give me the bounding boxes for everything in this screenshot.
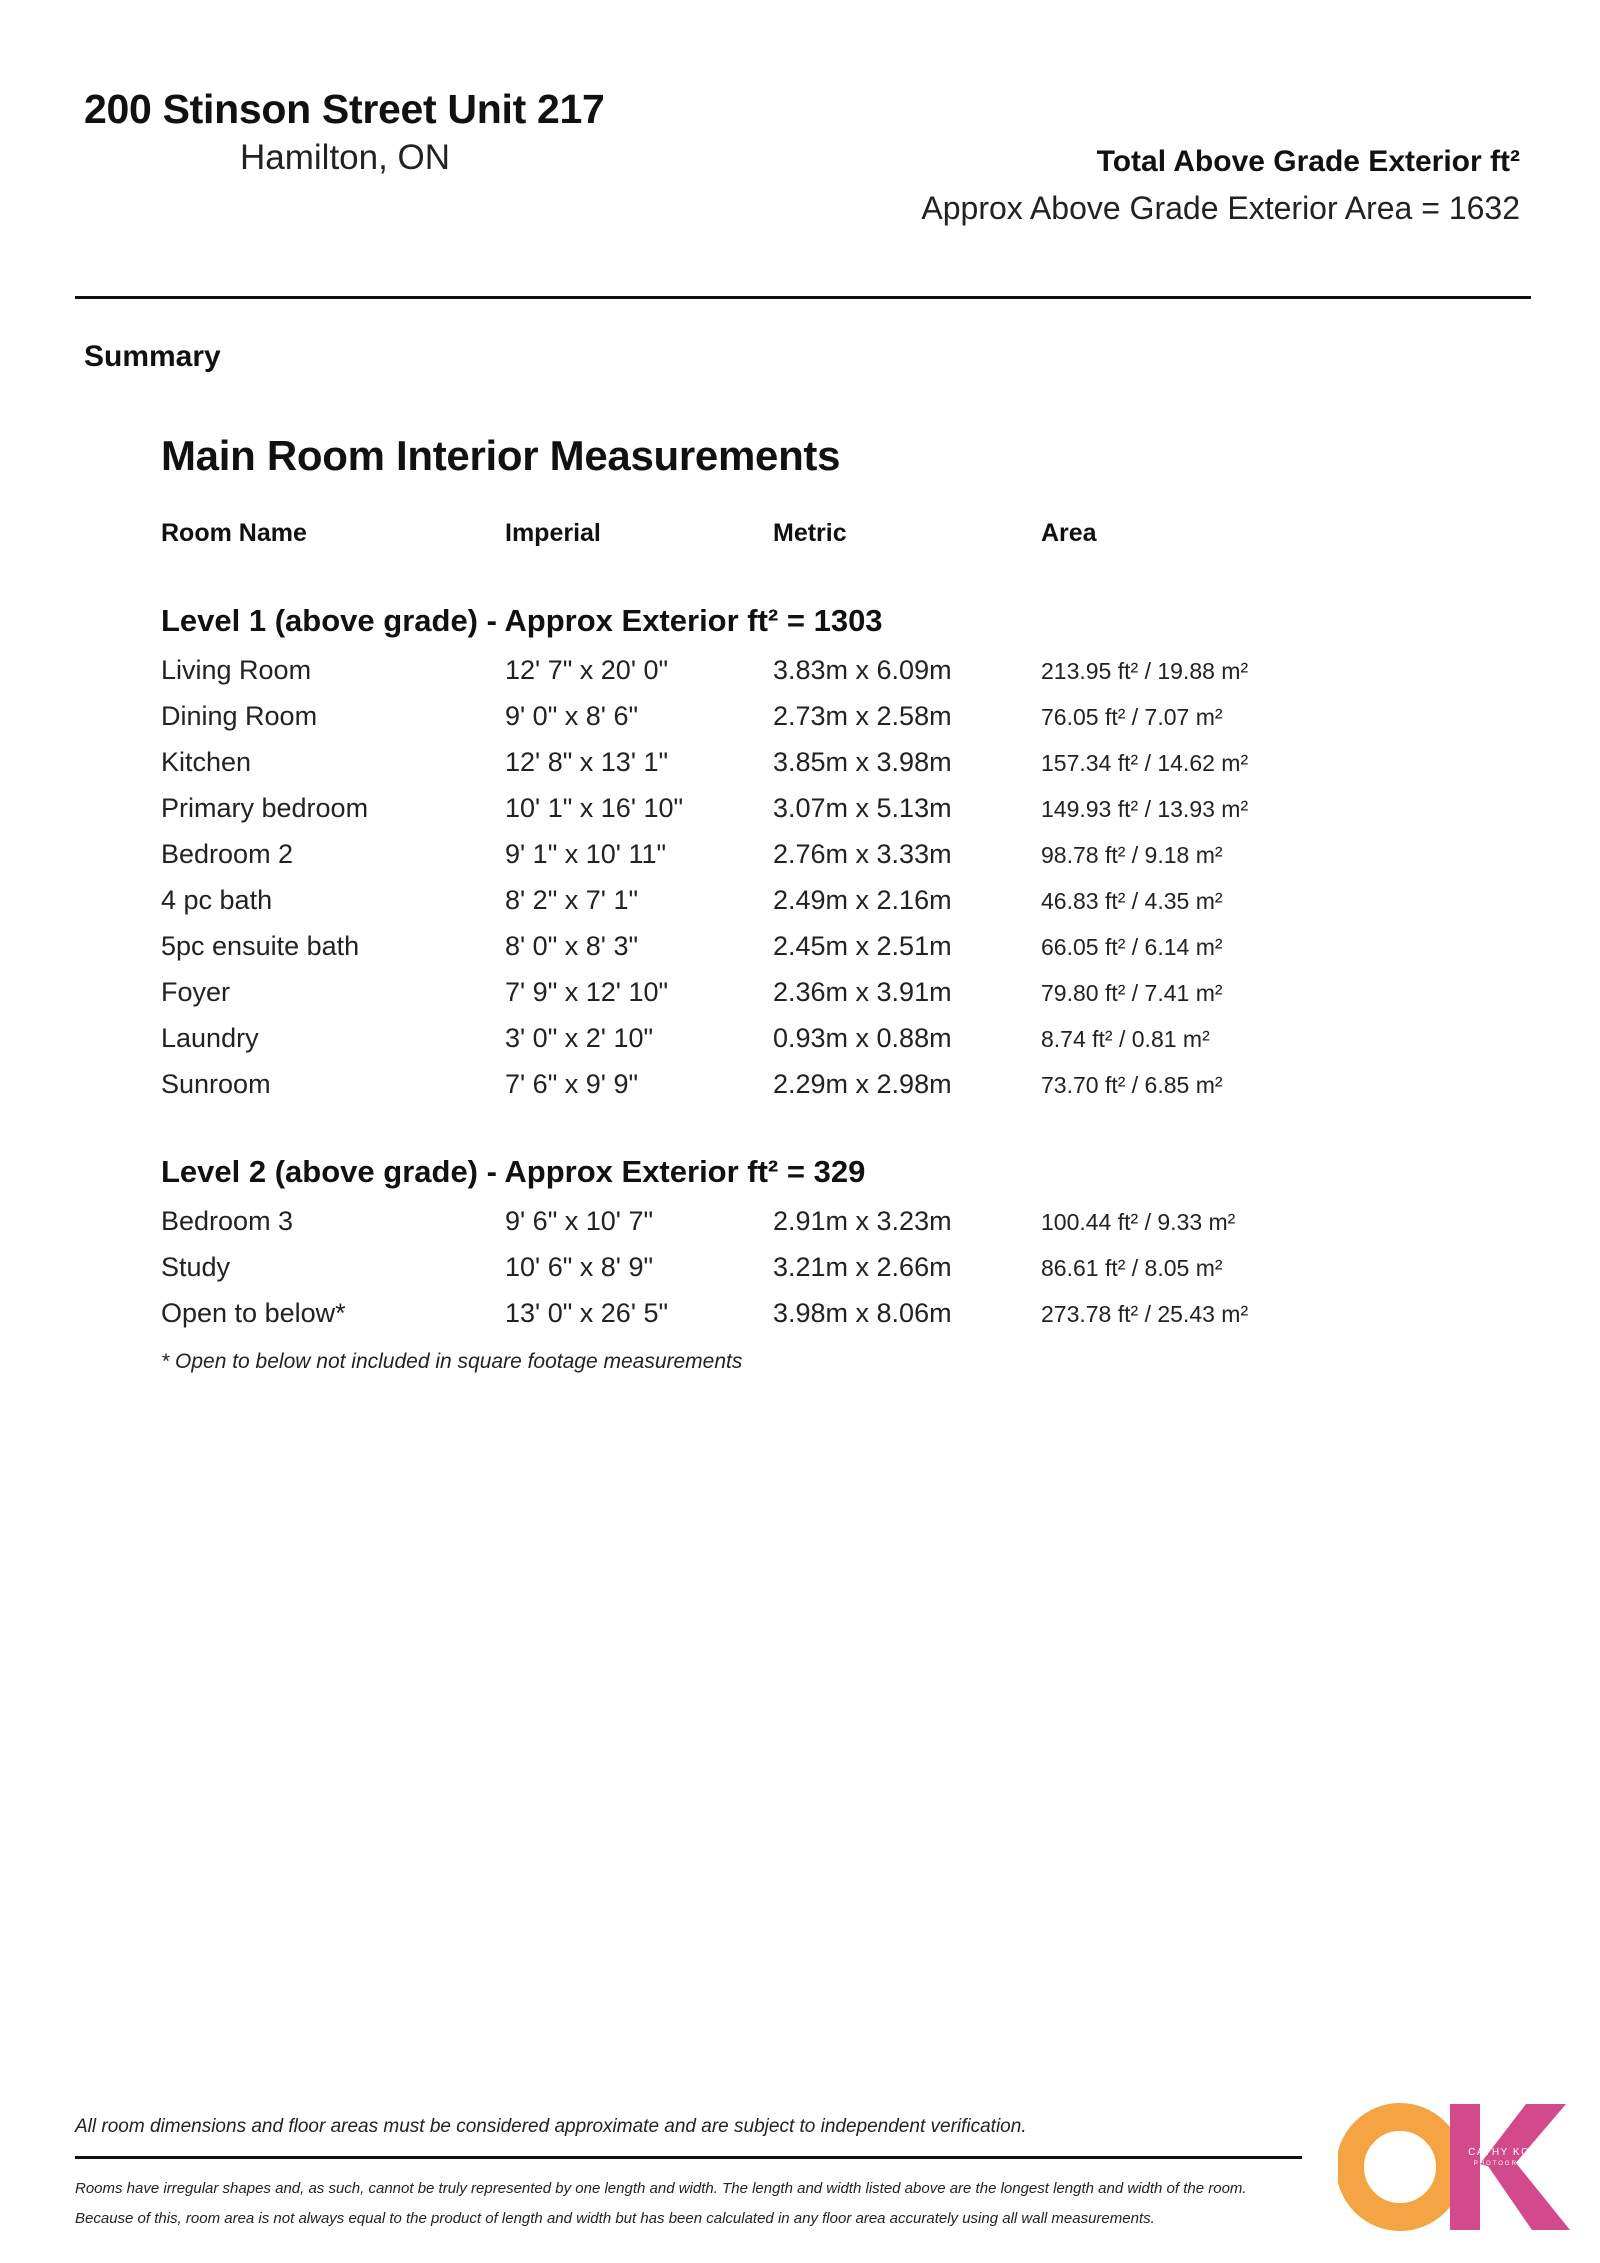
ok-logo-icon xyxy=(1338,2102,1570,2232)
room-imperial: 9' 6" x 10' 7" xyxy=(505,1206,654,1236)
header-divider xyxy=(75,296,1531,299)
table-row xyxy=(0,931,1600,977)
room-imperial: 10' 1" x 16' 10" xyxy=(505,793,684,823)
table-row xyxy=(0,1206,1600,1252)
column-header-imperial: Imperial xyxy=(505,519,601,547)
room-imperial: 12' 7" x 20' 0" xyxy=(505,655,669,685)
room-imperial: 13' 0" x 26' 5" xyxy=(505,1298,669,1328)
table-row xyxy=(0,1252,1600,1298)
section-title: Main Room Interior Measurements xyxy=(161,432,841,479)
level-1-title: Level 1 (above grade) - Approx Exterior ft² = 1303 xyxy=(161,603,883,638)
room-metric: 2.91m x 3.23m xyxy=(773,1206,952,1236)
room-area: 213.95 ft² / 19.88 m² xyxy=(1041,658,1249,684)
room-name: 5pc ensuite bath xyxy=(161,931,360,961)
room-metric: 3.07m x 5.13m xyxy=(773,793,952,823)
table-row xyxy=(0,1069,1600,1115)
room-name: Dining Room xyxy=(161,701,318,731)
table-row xyxy=(0,793,1600,839)
room-metric: 2.76m x 3.33m xyxy=(773,839,952,869)
room-area: 73.70 ft² / 6.85 m² xyxy=(1041,1072,1223,1098)
room-area: 86.61 ft² / 8.05 m² xyxy=(1041,1255,1223,1281)
room-metric: 0.93m x 0.88m xyxy=(773,1023,952,1053)
room-metric: 2.45m x 2.51m xyxy=(773,931,952,961)
address-line1: 200 Stinson Street Unit 217 xyxy=(84,86,605,132)
total-area-value: Approx Above Grade Exterior Area = 1632 xyxy=(921,190,1520,226)
table-row xyxy=(0,701,1600,747)
room-name: 4 pc bath xyxy=(161,885,273,915)
table-row xyxy=(0,885,1600,931)
room-name: Bedroom 2 xyxy=(161,839,294,869)
room-area: 76.05 ft² / 7.07 m² xyxy=(1041,704,1223,730)
level-2-title: Level 2 (above grade) - Approx Exterior ft² = 329 xyxy=(161,1154,866,1189)
total-area-title: Total Above Grade Exterior ft² xyxy=(1096,145,1520,178)
table-row xyxy=(0,839,1600,885)
room-imperial: 7' 9" x 12' 10" xyxy=(505,977,669,1007)
room-area: 149.93 ft² / 13.93 m² xyxy=(1041,796,1249,822)
column-header-metric: Metric xyxy=(773,519,847,547)
room-metric: 3.98m x 8.06m xyxy=(773,1298,952,1328)
room-name: Study xyxy=(161,1252,231,1282)
table-row xyxy=(0,1023,1600,1069)
photographer-logo xyxy=(1338,2102,1570,2232)
disclaimer-irregular-1: Rooms have irregular shapes and, as such, cannot be truly represented by one length and width. The length and width listed above are the longest length and width of the room. xyxy=(75,2180,1247,2197)
room-name: Foyer xyxy=(161,977,231,1007)
room-metric: 3.21m x 2.66m xyxy=(773,1252,952,1282)
room-name: Laundry xyxy=(161,1023,259,1053)
disclaimer-irregular-2: Because of this, room area is not always equal to the product of length and width but has been calculated in any floor area accurately using all wall measurements. xyxy=(75,2210,1155,2227)
room-metric: 3.83m x 6.09m xyxy=(773,655,952,685)
room-area: 98.78 ft² / 9.18 m² xyxy=(1041,842,1223,868)
room-imperial: 3' 0" x 2' 10" xyxy=(505,1023,654,1053)
room-metric: 3.85m x 3.98m xyxy=(773,747,952,777)
footer-divider xyxy=(75,2156,1302,2159)
table-row xyxy=(0,1298,1600,1344)
footnote: * Open to below not included in square footage measurements xyxy=(161,1350,743,1373)
room-metric: 2.29m x 2.98m xyxy=(773,1069,952,1099)
column-header-room: Room Name xyxy=(161,519,307,547)
room-area: 66.05 ft² / 6.14 m² xyxy=(1041,934,1223,960)
room-metric: 2.36m x 3.91m xyxy=(773,977,952,1007)
room-area: 8.74 ft² / 0.81 m² xyxy=(1041,1026,1210,1052)
room-name: Sunroom xyxy=(161,1069,271,1099)
table-row xyxy=(0,747,1600,793)
room-name: Kitchen xyxy=(161,747,252,777)
logo-name-text: CATHY KOOP xyxy=(1468,2147,1548,2158)
logo-o-shape xyxy=(1350,2117,1450,2217)
disclaimer-approximate: All room dimensions and floor areas must be considered approximate and are subject to independent verification. xyxy=(75,2116,1027,2137)
room-name: Primary bedroom xyxy=(161,793,369,823)
room-name: Bedroom 3 xyxy=(161,1206,294,1236)
address-line2: Hamilton, ON xyxy=(240,138,451,177)
table-row xyxy=(0,977,1600,1023)
room-area: 100.44 ft² / 9.33 m² xyxy=(1041,1209,1236,1235)
logo-k-stem xyxy=(1450,2104,1480,2230)
room-area: 46.83 ft² / 4.35 m² xyxy=(1041,888,1223,914)
column-header-area: Area xyxy=(1041,519,1097,547)
room-area: 157.34 ft² / 14.62 m² xyxy=(1041,750,1249,776)
room-imperial: 8' 2" x 7' 1" xyxy=(505,885,639,915)
logo-k-lower-arm xyxy=(1488,2158,1570,2230)
room-imperial: 7' 6" x 9' 9" xyxy=(505,1069,639,1099)
room-imperial: 9' 0" x 8' 6" xyxy=(505,701,639,731)
room-imperial: 12' 8" x 13' 1" xyxy=(505,747,669,777)
room-imperial: 10' 6" x 8' 9" xyxy=(505,1252,654,1282)
logo-subtitle-text: PHOTOGRAPHY xyxy=(1473,2161,1543,2167)
room-area: 79.80 ft² / 7.41 m² xyxy=(1041,980,1223,1006)
room-name: Living Room xyxy=(161,655,312,685)
summary-label: Summary xyxy=(84,340,221,373)
room-area: 273.78 ft² / 25.43 m² xyxy=(1041,1301,1249,1327)
room-imperial: 9' 1" x 10' 11" xyxy=(505,839,667,869)
room-imperial: 8' 0" x 8' 3" xyxy=(505,931,639,961)
room-name: Open to below* xyxy=(161,1298,346,1328)
room-metric: 2.73m x 2.58m xyxy=(773,701,952,731)
table-row xyxy=(0,655,1600,701)
room-metric: 2.49m x 2.16m xyxy=(773,885,952,915)
